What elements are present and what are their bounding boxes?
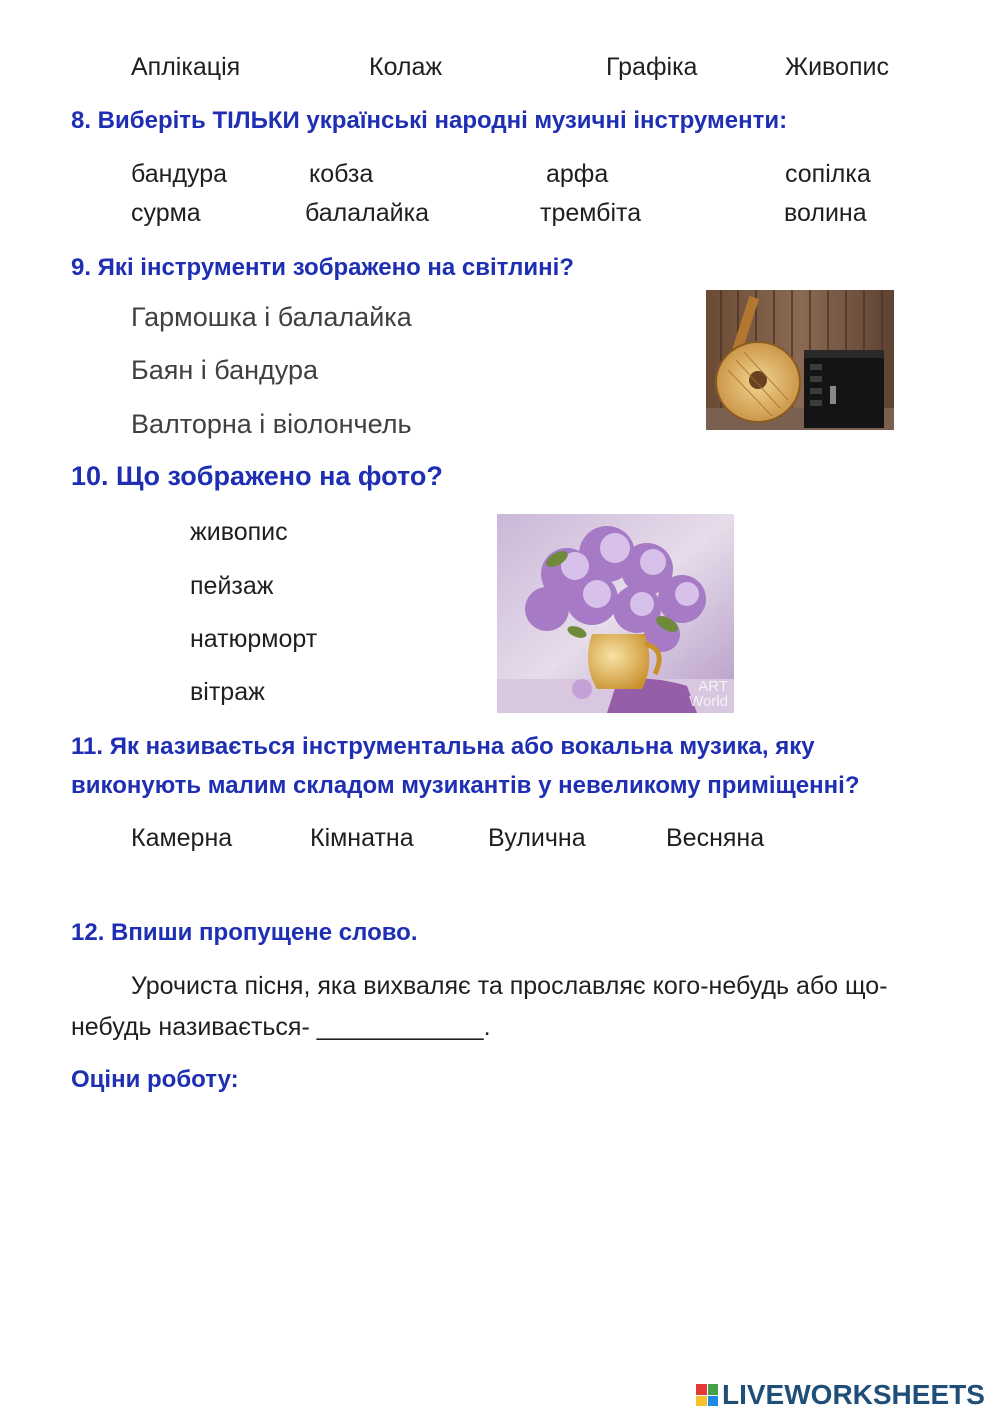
q9-option-2[interactable]: Баян і бандура	[131, 355, 319, 385]
logo-text: LIVEWORKSHEETS	[722, 1379, 985, 1410]
q11-option-4[interactable]: Весняна	[666, 824, 765, 852]
q12-text-line-1: Урочиста пісня, яка вихваляє та прославляє кого-небудь або що-	[131, 972, 888, 1000]
question-11-title-line-2: виконують малим складом музикантів у невеликому приміщенні?	[71, 772, 860, 799]
watermark-line-2: World	[689, 693, 728, 710]
q12-text-line-2: небудь називається- ____________.	[71, 1013, 491, 1041]
evaluate-label: Оціни роботу:	[71, 1066, 239, 1093]
q10-option-4[interactable]: вітраж	[190, 678, 265, 706]
q9-option-1[interactable]: Гармошка і балалайка	[131, 302, 412, 332]
q9-option-3[interactable]: Валторна і віолончель	[131, 409, 412, 439]
q8-option-trembita[interactable]: трембіта	[540, 199, 642, 227]
q8-option-sopilka[interactable]: сопілка	[785, 160, 871, 188]
art-option-1[interactable]: Аплікація	[131, 53, 241, 81]
art-option-2[interactable]: Колаж	[369, 53, 443, 81]
instruments-photo	[706, 290, 894, 430]
q8-option-bandura[interactable]: бандура	[131, 160, 228, 188]
question-10-title: 10. Що зображено на фото?	[71, 461, 443, 491]
q10-option-2[interactable]: пейзаж	[190, 572, 274, 600]
q8-option-arfa[interactable]: арфа	[546, 160, 609, 188]
art-option-3[interactable]: Графіка	[606, 53, 698, 81]
question-11-title-line-1: 11. Як називається інструментальна або вокальна музика, яку	[71, 733, 815, 760]
q12-answer-input[interactable]	[343, 1011, 523, 1043]
question-12-title: 12. Впиши пропущене слово.	[71, 919, 418, 946]
q10-option-1[interactable]: живопис	[190, 518, 288, 546]
q11-option-3[interactable]: Вулична	[488, 824, 586, 852]
q8-option-surma[interactable]: сурма	[131, 199, 201, 227]
q8-option-volyna[interactable]: волина	[784, 199, 867, 227]
question-8-title: 8. Виберіть ТІЛЬКИ українські народні музичні інструменти:	[71, 107, 788, 134]
watermark-line-1: ART	[698, 678, 728, 695]
liveworksheets-logo	[696, 1380, 985, 1410]
q10-option-3[interactable]: натюрморт	[190, 625, 318, 653]
question-9-title: 9. Які інструменти зображено на світлині?	[71, 254, 574, 281]
lilac-still-life-photo	[497, 514, 734, 713]
q11-option-2[interactable]: Кімнатна	[310, 824, 414, 852]
q8-option-kobza[interactable]: кобза	[309, 160, 374, 188]
art-option-4[interactable]: Живопис	[785, 53, 889, 81]
logo-grid-icon	[696, 1384, 718, 1406]
q11-option-1[interactable]: Камерна	[131, 824, 233, 852]
q8-option-balalaika[interactable]: балалайка	[305, 199, 429, 227]
